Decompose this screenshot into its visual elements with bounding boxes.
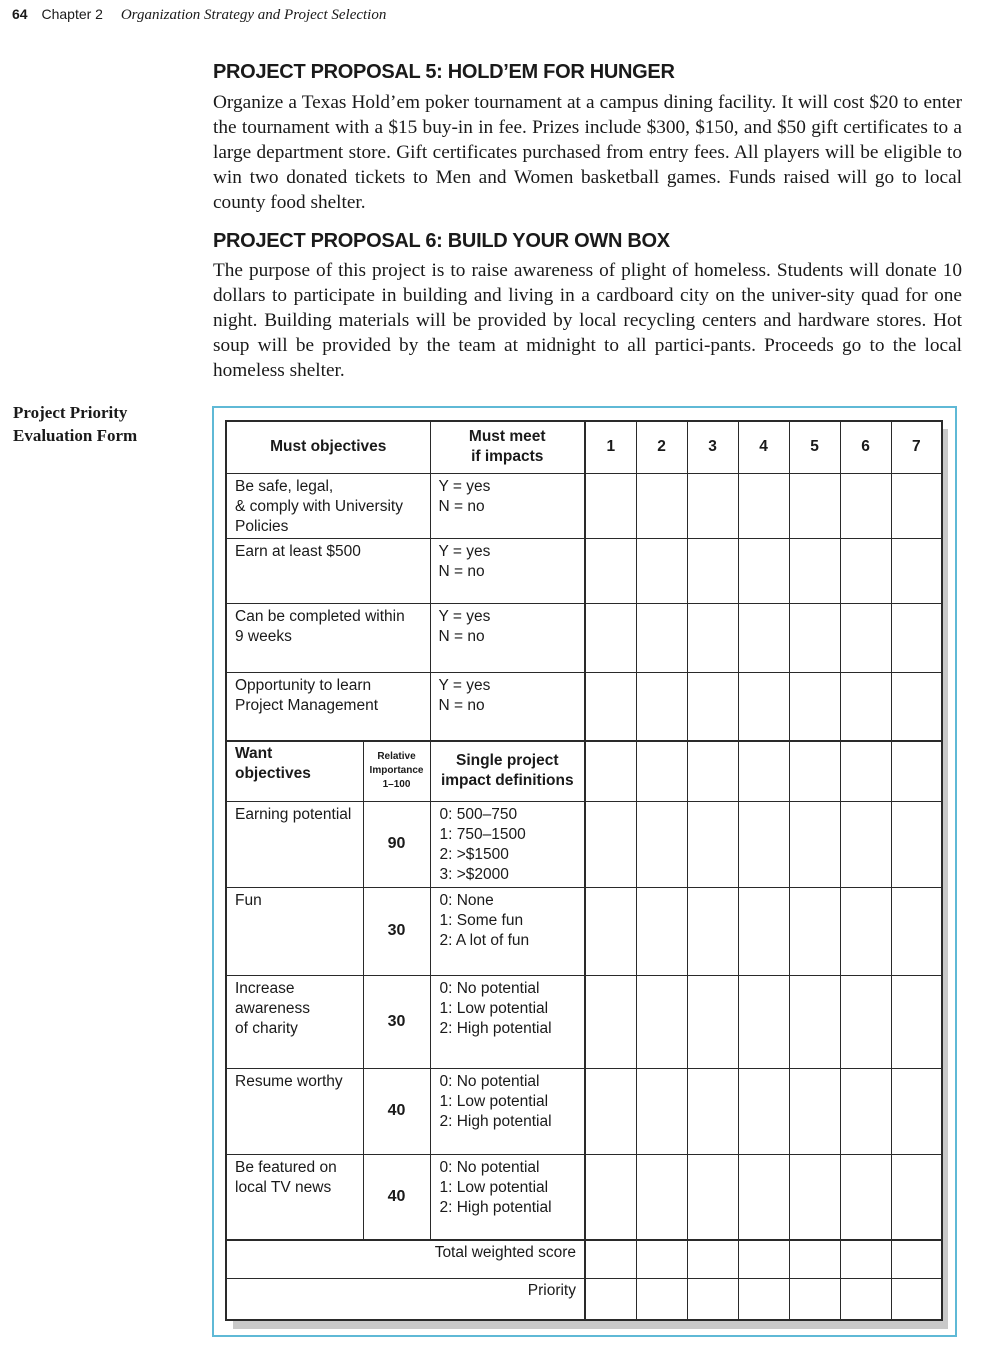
score-cell[interactable] <box>636 1278 687 1320</box>
score-cell[interactable] <box>738 538 789 603</box>
must-objective: Be safe, legal, & comply with University Policies <box>226 473 430 538</box>
score-cell[interactable] <box>687 1240 738 1278</box>
impact-definitions: 0: None 1: Some fun 2: A lot of fun <box>430 887 585 975</box>
relative-importance-header: Relative Importance 1–100 <box>363 741 430 801</box>
score-cell[interactable] <box>738 741 789 801</box>
score-cell[interactable] <box>840 887 891 975</box>
score-cell[interactable] <box>687 538 738 603</box>
score-cell[interactable] <box>585 1154 636 1240</box>
score-cell[interactable] <box>789 801 840 887</box>
must-impact: Y = yes N = no <box>430 473 585 538</box>
want-row <box>226 1154 942 1240</box>
score-cell[interactable] <box>840 672 891 741</box>
must-meet-header: Must meet if impacts <box>430 421 585 473</box>
proposal-5 <box>213 59 962 215</box>
score-cell[interactable] <box>789 1240 840 1278</box>
score-cell[interactable] <box>891 1278 942 1320</box>
project-column-6: 6 <box>840 421 891 473</box>
score-cell[interactable] <box>891 975 942 1068</box>
impact-definitions: 0: No potential 1: Low potential 2: High potential <box>430 975 585 1068</box>
must-impact: Y = yes N = no <box>430 538 585 603</box>
project-column-5: 5 <box>789 421 840 473</box>
score-cell[interactable] <box>738 975 789 1068</box>
want-row <box>226 887 942 975</box>
must-objective: Can be completed within 9 weeks <box>226 603 430 672</box>
relative-importance: 90 <box>363 801 430 887</box>
score-cell[interactable] <box>891 801 942 887</box>
score-cell[interactable] <box>585 1240 636 1278</box>
impact-definitions-header: Single project impact definitions <box>430 741 585 801</box>
score-cell[interactable] <box>585 887 636 975</box>
score-cell[interactable] <box>687 473 738 538</box>
score-cell[interactable] <box>738 1154 789 1240</box>
score-cell[interactable] <box>585 1068 636 1154</box>
score-cell[interactable] <box>687 1278 738 1320</box>
priority-label: Priority <box>226 1278 585 1320</box>
score-cell[interactable] <box>585 473 636 538</box>
score-cell[interactable] <box>585 603 636 672</box>
must-objective: Opportunity to learn Project Management <box>226 672 430 741</box>
score-cell[interactable] <box>840 538 891 603</box>
score-cell[interactable] <box>636 1240 687 1278</box>
score-cell[interactable] <box>687 672 738 741</box>
score-cell[interactable] <box>636 741 687 801</box>
score-cell[interactable] <box>687 1154 738 1240</box>
relative-importance: 30 <box>363 975 430 1068</box>
must-impact: Y = yes N = no <box>430 603 585 672</box>
relative-importance: 40 <box>363 1154 430 1240</box>
score-cell[interactable] <box>789 538 840 603</box>
score-cell[interactable] <box>840 603 891 672</box>
score-cell[interactable] <box>840 1154 891 1240</box>
score-cell[interactable] <box>789 672 840 741</box>
score-cell[interactable] <box>891 473 942 538</box>
priority-row <box>226 1278 942 1320</box>
score-cell[interactable] <box>687 603 738 672</box>
score-cell[interactable] <box>789 975 840 1068</box>
proposal-5-body: Organize a Texas Hold’em poker tournament at a campus dining facility. It will cost $20 to enter the tournament with a $15 buy-in in fee. Prizes include $300, $150, and $50 gift certificates to a large department store. Gift certificates purchased from entry fees. All players will be eligible to win two donated tickets to Men and Women basketball games. Funds raised will go to local county food shelter. <box>213 92 962 213</box>
page-number: 64 <box>12 6 28 22</box>
score-cell[interactable] <box>738 887 789 975</box>
score-cell[interactable] <box>687 741 738 801</box>
score-cell[interactable] <box>738 1278 789 1320</box>
want-objective: Fun <box>226 887 363 975</box>
project-column-3: 3 <box>687 421 738 473</box>
header-row <box>226 421 942 473</box>
want-objective: Resume worthy <box>226 1068 363 1154</box>
score-cell[interactable] <box>789 1278 840 1320</box>
must-objective: Earn at least $500 <box>226 538 430 603</box>
proposal-6-title: PROJECT PROPOSAL 6: BUILD YOUR OWN BOX <box>213 230 670 252</box>
must-row <box>226 473 942 538</box>
score-cell[interactable] <box>840 1068 891 1154</box>
chapter-label: Chapter 2 <box>41 6 103 22</box>
relative-importance: 40 <box>363 1068 430 1154</box>
must-row <box>226 538 942 603</box>
score-cell[interactable] <box>636 603 687 672</box>
score-cell[interactable] <box>585 672 636 741</box>
score-cell[interactable] <box>585 1278 636 1320</box>
want-row <box>226 975 942 1068</box>
score-cell[interactable] <box>840 473 891 538</box>
score-cell[interactable] <box>585 741 636 801</box>
score-cell[interactable] <box>891 672 942 741</box>
priority-evaluation-form <box>225 420 943 1321</box>
must-objectives-header: Must objectives <box>226 421 430 473</box>
total-weighted-score-label: Total weighted score <box>226 1240 585 1278</box>
score-cell[interactable] <box>738 1240 789 1278</box>
project-column-1: 1 <box>585 421 636 473</box>
score-cell[interactable] <box>738 672 789 741</box>
running-header <box>12 6 386 24</box>
must-row <box>226 603 942 672</box>
score-cell[interactable] <box>636 801 687 887</box>
project-column-7: 7 <box>891 421 942 473</box>
score-cell[interactable] <box>840 1278 891 1320</box>
want-header-row <box>226 741 942 801</box>
score-cell[interactable] <box>636 538 687 603</box>
score-cell[interactable] <box>636 1068 687 1154</box>
impact-definitions: 0: No potential 1: Low potential 2: High potential <box>430 1068 585 1154</box>
score-cell[interactable] <box>891 603 942 672</box>
impact-definitions: 0: No potential 1: Low potential 2: High potential <box>430 1154 585 1240</box>
score-cell[interactable] <box>789 473 840 538</box>
score-cell[interactable] <box>738 603 789 672</box>
want-objective: Increase awareness of charity <box>226 975 363 1068</box>
score-cell[interactable] <box>891 741 942 801</box>
score-cell[interactable] <box>738 473 789 538</box>
score-cell[interactable] <box>687 1068 738 1154</box>
score-cell[interactable] <box>738 801 789 887</box>
score-cell[interactable] <box>840 1240 891 1278</box>
score-cell[interactable] <box>585 801 636 887</box>
want-row <box>226 801 942 887</box>
score-cell[interactable] <box>840 801 891 887</box>
score-cell[interactable] <box>585 975 636 1068</box>
chapter-title: Organization Strategy and Project Selection <box>120 7 387 23</box>
want-objective: Be featured on local TV news <box>226 1154 363 1240</box>
score-cell[interactable] <box>789 887 840 975</box>
project-column-4: 4 <box>738 421 789 473</box>
want-objective: Earning potential <box>226 801 363 887</box>
score-cell[interactable] <box>636 672 687 741</box>
score-cell[interactable] <box>891 887 942 975</box>
score-cell[interactable] <box>687 801 738 887</box>
score-cell[interactable] <box>636 473 687 538</box>
form-side-label: Project Priority Evaluation Form <box>13 403 138 445</box>
relative-importance: 30 <box>363 887 430 975</box>
score-cell[interactable] <box>789 1154 840 1240</box>
score-cell[interactable] <box>789 741 840 801</box>
proposal-6-body: The purpose of this project is to raise awareness of plight of homeless. Students will donate 10 dollars to participate in building and living in a cardboard city on the univer-sity quad for one night. Building materials will be provided by local recycling centers and hardware stores. Hot soup will be provided by the team at midnight to all partici-pants. Proceeds go to the local homeless shelter. <box>213 260 962 381</box>
score-cell[interactable] <box>738 1068 789 1154</box>
score-cell[interactable] <box>789 603 840 672</box>
must-impact: Y = yes N = no <box>430 672 585 741</box>
want-objectives-header: Want objectives <box>226 741 363 801</box>
impact-definitions: 0: 500–750 1: 750–1500 2: >$1500 3: >$2000 <box>430 801 585 887</box>
score-cell[interactable] <box>585 538 636 603</box>
score-cell[interactable] <box>891 538 942 603</box>
score-cell[interactable] <box>840 741 891 801</box>
proposal-6 <box>213 228 962 383</box>
project-column-2: 2 <box>636 421 687 473</box>
must-row <box>226 672 942 741</box>
score-cell[interactable] <box>636 975 687 1068</box>
score-cell[interactable] <box>636 887 687 975</box>
score-cell[interactable] <box>840 975 891 1068</box>
score-cell[interactable] <box>891 1240 942 1278</box>
want-row <box>226 1068 942 1154</box>
total-score-row <box>226 1240 942 1278</box>
score-cell[interactable] <box>891 1068 942 1154</box>
score-cell[interactable] <box>687 887 738 975</box>
score-cell[interactable] <box>636 1154 687 1240</box>
score-cell[interactable] <box>789 1068 840 1154</box>
score-cell[interactable] <box>891 1154 942 1240</box>
proposal-5-title: PROJECT PROPOSAL 5: HOLD’EM FOR HUNGER <box>213 61 675 83</box>
score-cell[interactable] <box>687 975 738 1068</box>
